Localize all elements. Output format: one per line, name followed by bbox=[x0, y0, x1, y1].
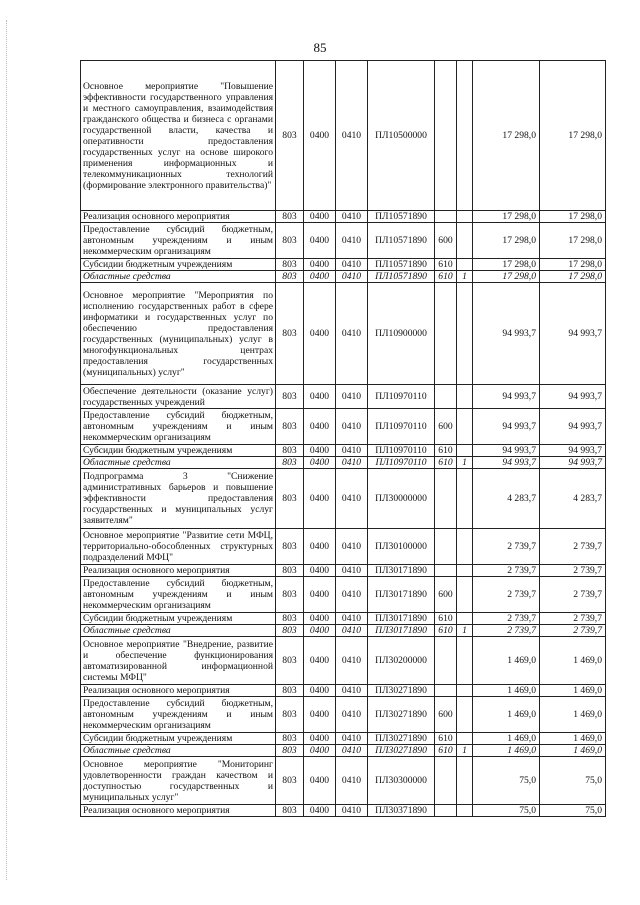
target-article-code: ПЛ10571890 bbox=[368, 223, 435, 259]
ved-code: 803 bbox=[276, 385, 304, 409]
amount-year-1: 17 298,0 bbox=[473, 61, 540, 211]
row-name: Реализация основного мероприятия bbox=[81, 211, 276, 223]
expense-type-code bbox=[435, 529, 457, 565]
subsection-code: 0410 bbox=[336, 271, 368, 283]
funding-source-code bbox=[457, 529, 473, 565]
subsection-code: 0410 bbox=[336, 805, 368, 817]
row-name: Основное мероприятие "Мониторинг удовлетворенности граждан качеством и доступностью государственных и муниципальных услуг" bbox=[81, 757, 276, 805]
ved-code: 803 bbox=[276, 565, 304, 577]
amount-year-2: 75,0 bbox=[540, 805, 606, 817]
ved-code: 803 bbox=[276, 733, 304, 745]
target-article-code: ПЛ10900000 bbox=[368, 283, 435, 385]
section-code: 0400 bbox=[304, 223, 336, 259]
amount-year-2: 17 298,0 bbox=[540, 211, 606, 223]
subsection-code: 0410 bbox=[336, 211, 368, 223]
amount-year-2: 94 993,7 bbox=[540, 283, 606, 385]
subsection-code: 0410 bbox=[336, 457, 368, 469]
amount-year-2: 94 993,7 bbox=[540, 409, 606, 445]
table-row bbox=[81, 259, 606, 271]
amount-year-2: 2 739,7 bbox=[540, 529, 606, 565]
row-name: Предоставление субсидий бюджетным, автономным учреждениям и иным некоммерческим организациям bbox=[81, 577, 276, 613]
expense-type-code bbox=[435, 757, 457, 805]
row-name: Областные средства bbox=[81, 457, 276, 469]
amount-year-1: 75,0 bbox=[473, 805, 540, 817]
amount-year-1: 94 993,7 bbox=[473, 283, 540, 385]
subsection-code: 0410 bbox=[336, 733, 368, 745]
table-row bbox=[81, 613, 606, 625]
amount-year-2: 1 469,0 bbox=[540, 685, 606, 697]
funding-source-code bbox=[457, 697, 473, 733]
target-article-code: ПЛ30171890 bbox=[368, 625, 435, 637]
section-code: 0400 bbox=[304, 283, 336, 385]
amount-year-1: 2 739,7 bbox=[473, 529, 540, 565]
table-body bbox=[81, 61, 606, 817]
amount-year-2: 94 993,7 bbox=[540, 445, 606, 457]
amount-year-2: 1 469,0 bbox=[540, 637, 606, 685]
ved-code: 803 bbox=[276, 697, 304, 733]
table-row bbox=[81, 733, 606, 745]
table-row bbox=[81, 565, 606, 577]
subsection-code: 0410 bbox=[336, 529, 368, 565]
ved-code: 803 bbox=[276, 685, 304, 697]
ved-code: 803 bbox=[276, 409, 304, 445]
expense-type-code: 600 bbox=[435, 697, 457, 733]
ved-code: 803 bbox=[276, 445, 304, 457]
subsection-code: 0410 bbox=[336, 61, 368, 211]
section-code: 0400 bbox=[304, 529, 336, 565]
subsection-code: 0410 bbox=[336, 283, 368, 385]
amount-year-2: 94 993,7 bbox=[540, 457, 606, 469]
funding-source-code bbox=[457, 565, 473, 577]
amount-year-2: 1 469,0 bbox=[540, 733, 606, 745]
expense-type-code: 600 bbox=[435, 577, 457, 613]
subsection-code: 0410 bbox=[336, 637, 368, 685]
funding-source-code bbox=[457, 637, 473, 685]
funding-source-code bbox=[457, 223, 473, 259]
target-article-code: ПЛ30271890 bbox=[368, 733, 435, 745]
expense-type-code: 610 bbox=[435, 733, 457, 745]
ved-code: 803 bbox=[276, 469, 304, 529]
subsection-code: 0410 bbox=[336, 613, 368, 625]
amount-year-2: 17 298,0 bbox=[540, 223, 606, 259]
expense-type-code: 600 bbox=[435, 223, 457, 259]
amount-year-2: 17 298,0 bbox=[540, 61, 606, 211]
section-code: 0400 bbox=[304, 625, 336, 637]
row-name: Основное мероприятие "Развитие сети МФЦ, территориально-обособленных структурных подразделений МФЦ" bbox=[81, 529, 276, 565]
row-name: Субсидии бюджетным учреждениям bbox=[81, 259, 276, 271]
subsection-code: 0410 bbox=[336, 625, 368, 637]
row-name: Субсидии бюджетным учреждениям bbox=[81, 445, 276, 457]
table-row bbox=[81, 625, 606, 637]
row-name: Областные средства bbox=[81, 625, 276, 637]
funding-source-code bbox=[457, 259, 473, 271]
funding-source-code: 1 bbox=[457, 745, 473, 757]
row-name: Предоставление субсидий бюджетным, автономным учреждениям и иным некоммерческим организациям bbox=[81, 697, 276, 733]
subsection-code: 0410 bbox=[336, 577, 368, 613]
table-row bbox=[81, 805, 606, 817]
table-row bbox=[81, 211, 606, 223]
amount-year-2: 2 739,7 bbox=[540, 613, 606, 625]
row-name: Основное мероприятие "Внедрение, развитие и обеспечение функционирования автоматизированной информационной системы МФЦ" bbox=[81, 637, 276, 685]
table-row bbox=[81, 685, 606, 697]
amount-year-2: 1 469,0 bbox=[540, 697, 606, 733]
target-article-code: ПЛ30100000 bbox=[368, 529, 435, 565]
target-article-code: ПЛ30271890 bbox=[368, 685, 435, 697]
expense-type-code: 610 bbox=[435, 625, 457, 637]
amount-year-2: 17 298,0 bbox=[540, 271, 606, 283]
target-article-code: ПЛ30000000 bbox=[368, 469, 435, 529]
section-code: 0400 bbox=[304, 61, 336, 211]
amount-year-1: 94 993,7 bbox=[473, 385, 540, 409]
section-code: 0400 bbox=[304, 409, 336, 445]
ved-code: 803 bbox=[276, 625, 304, 637]
expense-type-code: 610 bbox=[435, 457, 457, 469]
amount-year-2: 2 739,7 bbox=[540, 625, 606, 637]
amount-year-1: 94 993,7 bbox=[473, 445, 540, 457]
expense-type-code bbox=[435, 61, 457, 211]
budget-table bbox=[80, 60, 606, 817]
funding-source-code bbox=[457, 469, 473, 529]
section-code: 0400 bbox=[304, 697, 336, 733]
expense-type-code: 610 bbox=[435, 445, 457, 457]
subsection-code: 0410 bbox=[336, 445, 368, 457]
subsection-code: 0410 bbox=[336, 745, 368, 757]
subsection-code: 0410 bbox=[336, 469, 368, 529]
amount-year-1: 2 739,7 bbox=[473, 577, 540, 613]
amount-year-1: 17 298,0 bbox=[473, 271, 540, 283]
ved-code: 803 bbox=[276, 757, 304, 805]
target-article-code: ПЛ30171890 bbox=[368, 565, 435, 577]
table-row bbox=[81, 637, 606, 685]
ved-code: 803 bbox=[276, 613, 304, 625]
amount-year-1: 17 298,0 bbox=[473, 223, 540, 259]
amount-year-2: 75,0 bbox=[540, 757, 606, 805]
subsection-code: 0410 bbox=[336, 697, 368, 733]
target-article-code: ПЛ30271890 bbox=[368, 697, 435, 733]
funding-source-code bbox=[457, 613, 473, 625]
subsection-code: 0410 bbox=[336, 385, 368, 409]
funding-source-code bbox=[457, 409, 473, 445]
expense-type-code bbox=[435, 805, 457, 817]
funding-source-code bbox=[457, 757, 473, 805]
subsection-code: 0410 bbox=[336, 259, 368, 271]
amount-year-2: 4 283,7 bbox=[540, 469, 606, 529]
amount-year-1: 2 739,7 bbox=[473, 565, 540, 577]
expense-type-code: 610 bbox=[435, 745, 457, 757]
ved-code: 803 bbox=[276, 211, 304, 223]
section-code: 0400 bbox=[304, 457, 336, 469]
row-name: Реализация основного мероприятия bbox=[81, 685, 276, 697]
section-code: 0400 bbox=[304, 637, 336, 685]
target-article-code: ПЛ30200000 bbox=[368, 637, 435, 685]
section-code: 0400 bbox=[304, 805, 336, 817]
ved-code: 803 bbox=[276, 529, 304, 565]
page-number: 85 bbox=[313, 40, 327, 55]
expense-type-code bbox=[435, 469, 457, 529]
expense-type-code: 600 bbox=[435, 409, 457, 445]
ved-code: 803 bbox=[276, 457, 304, 469]
target-article-code: ПЛ30171890 bbox=[368, 613, 435, 625]
funding-source-code: 1 bbox=[457, 271, 473, 283]
expense-type-code: 610 bbox=[435, 613, 457, 625]
amount-year-1: 94 993,7 bbox=[473, 457, 540, 469]
funding-source-code: 1 bbox=[457, 625, 473, 637]
funding-source-code bbox=[457, 445, 473, 457]
amount-year-1: 75,0 bbox=[473, 757, 540, 805]
target-article-code: ПЛ10970110 bbox=[368, 385, 435, 409]
funding-source-code: 1 bbox=[457, 457, 473, 469]
row-name: Основное мероприятие "Повышение эффективности государственного управления и местного самоуправления, взаимодействия гражданского общества и бизнеса с органами государственной власти, качества и оперативности предоставления государственных услуг на основе широкого применения информационных и телекоммуникационных технологий (формирование электронного правительства)" bbox=[81, 61, 276, 211]
row-name: Основное мероприятие "Мероприятия по исполнению государственных работ в сфере информатики и государственных услуг по обеспечению предоставления государственных (муниципальных) услуг в многофункциональных центрах предоставления государственных (муниципальных) услуг" bbox=[81, 283, 276, 385]
subsection-code: 0410 bbox=[336, 223, 368, 259]
amount-year-2: 1 469,0 bbox=[540, 745, 606, 757]
table-row bbox=[81, 745, 606, 757]
table-row bbox=[81, 529, 606, 565]
row-name: Предоставление субсидий бюджетным, автономным учреждениям и иным некоммерческим организациям bbox=[81, 223, 276, 259]
ved-code: 803 bbox=[276, 805, 304, 817]
amount-year-1: 94 993,7 bbox=[473, 409, 540, 445]
section-code: 0400 bbox=[304, 685, 336, 697]
funding-source-code bbox=[457, 577, 473, 613]
amount-year-1: 1 469,0 bbox=[473, 733, 540, 745]
row-name: Реализация основного мероприятия bbox=[81, 805, 276, 817]
amount-year-2: 2 739,7 bbox=[540, 577, 606, 613]
ved-code: 803 bbox=[276, 271, 304, 283]
amount-year-1: 1 469,0 bbox=[473, 745, 540, 757]
funding-source-code bbox=[457, 685, 473, 697]
row-name: Обеспечение деятельности (оказание услуг) государственных учреждений bbox=[81, 385, 276, 409]
amount-year-1: 1 469,0 bbox=[473, 697, 540, 733]
section-code: 0400 bbox=[304, 469, 336, 529]
table-row bbox=[81, 757, 606, 805]
expense-type-code: 610 bbox=[435, 259, 457, 271]
amount-year-1: 2 739,7 bbox=[473, 613, 540, 625]
amount-year-1: 17 298,0 bbox=[473, 211, 540, 223]
amount-year-1: 1 469,0 bbox=[473, 637, 540, 685]
amount-year-1: 2 739,7 bbox=[473, 625, 540, 637]
table-row bbox=[81, 697, 606, 733]
funding-source-code bbox=[457, 385, 473, 409]
target-article-code: ПЛ10571890 bbox=[368, 259, 435, 271]
target-article-code: ПЛ30300000 bbox=[368, 757, 435, 805]
section-code: 0400 bbox=[304, 445, 336, 457]
table-row bbox=[81, 409, 606, 445]
table-row bbox=[81, 469, 606, 529]
expense-type-code bbox=[435, 385, 457, 409]
amount-year-1: 1 469,0 bbox=[473, 685, 540, 697]
expense-type-code bbox=[435, 211, 457, 223]
table-row bbox=[81, 457, 606, 469]
target-article-code: ПЛ10571890 bbox=[368, 211, 435, 223]
subsection-code: 0410 bbox=[336, 565, 368, 577]
subsection-code: 0410 bbox=[336, 409, 368, 445]
funding-source-code bbox=[457, 61, 473, 211]
target-article-code: ПЛ10970110 bbox=[368, 457, 435, 469]
table-row bbox=[81, 445, 606, 457]
table-row bbox=[81, 283, 606, 385]
target-article-code: ПЛ10970110 bbox=[368, 409, 435, 445]
row-name: Областные средства bbox=[81, 745, 276, 757]
row-name: Субсидии бюджетным учреждениям bbox=[81, 733, 276, 745]
section-code: 0400 bbox=[304, 613, 336, 625]
amount-year-1: 17 298,0 bbox=[473, 259, 540, 271]
ved-code: 803 bbox=[276, 223, 304, 259]
expense-type-code bbox=[435, 637, 457, 685]
table-row bbox=[81, 61, 606, 211]
section-code: 0400 bbox=[304, 259, 336, 271]
table-row bbox=[81, 385, 606, 409]
section-code: 0400 bbox=[304, 745, 336, 757]
target-article-code: ПЛ30171890 bbox=[368, 577, 435, 613]
row-name: Субсидии бюджетным учреждениям bbox=[81, 613, 276, 625]
amount-year-2: 2 739,7 bbox=[540, 565, 606, 577]
funding-source-code bbox=[457, 733, 473, 745]
target-article-code: ПЛ10571890 bbox=[368, 271, 435, 283]
row-name: Предоставление субсидий бюджетным, автономным учреждениям и иным некоммерческим организациям bbox=[81, 409, 276, 445]
target-article-code: ПЛ10970110 bbox=[368, 445, 435, 457]
target-article-code: ПЛ30271890 bbox=[368, 745, 435, 757]
section-code: 0400 bbox=[304, 757, 336, 805]
subsection-code: 0410 bbox=[336, 757, 368, 805]
ved-code: 803 bbox=[276, 61, 304, 211]
ved-code: 803 bbox=[276, 283, 304, 385]
scan-edge-dots bbox=[6, 20, 7, 880]
funding-source-code bbox=[457, 283, 473, 385]
section-code: 0400 bbox=[304, 385, 336, 409]
amount-year-1: 4 283,7 bbox=[473, 469, 540, 529]
funding-source-code bbox=[457, 211, 473, 223]
funding-source-code bbox=[457, 805, 473, 817]
ved-code: 803 bbox=[276, 637, 304, 685]
table-row bbox=[81, 271, 606, 283]
expense-type-code bbox=[435, 283, 457, 385]
table-row bbox=[81, 223, 606, 259]
section-code: 0400 bbox=[304, 211, 336, 223]
amount-year-2: 94 993,7 bbox=[540, 385, 606, 409]
target-article-code: ПЛ30371890 bbox=[368, 805, 435, 817]
expense-type-code bbox=[435, 685, 457, 697]
expense-type-code: 610 bbox=[435, 271, 457, 283]
section-code: 0400 bbox=[304, 577, 336, 613]
section-code: 0400 bbox=[304, 733, 336, 745]
target-article-code: ПЛ10500000 bbox=[368, 61, 435, 211]
row-name: Реализация основного мероприятия bbox=[81, 565, 276, 577]
ved-code: 803 bbox=[276, 745, 304, 757]
ved-code: 803 bbox=[276, 259, 304, 271]
expense-type-code bbox=[435, 565, 457, 577]
row-name: Областные средства bbox=[81, 271, 276, 283]
ved-code: 803 bbox=[276, 577, 304, 613]
amount-year-2: 17 298,0 bbox=[540, 259, 606, 271]
table-row bbox=[81, 577, 606, 613]
section-code: 0400 bbox=[304, 271, 336, 283]
section-code: 0400 bbox=[304, 565, 336, 577]
row-name: Подпрограмма 3 "Снижение административных барьеров и повышение эффективности предоставления государственных и муниципальных услуг заявителям" bbox=[81, 469, 276, 529]
subsection-code: 0410 bbox=[336, 685, 368, 697]
